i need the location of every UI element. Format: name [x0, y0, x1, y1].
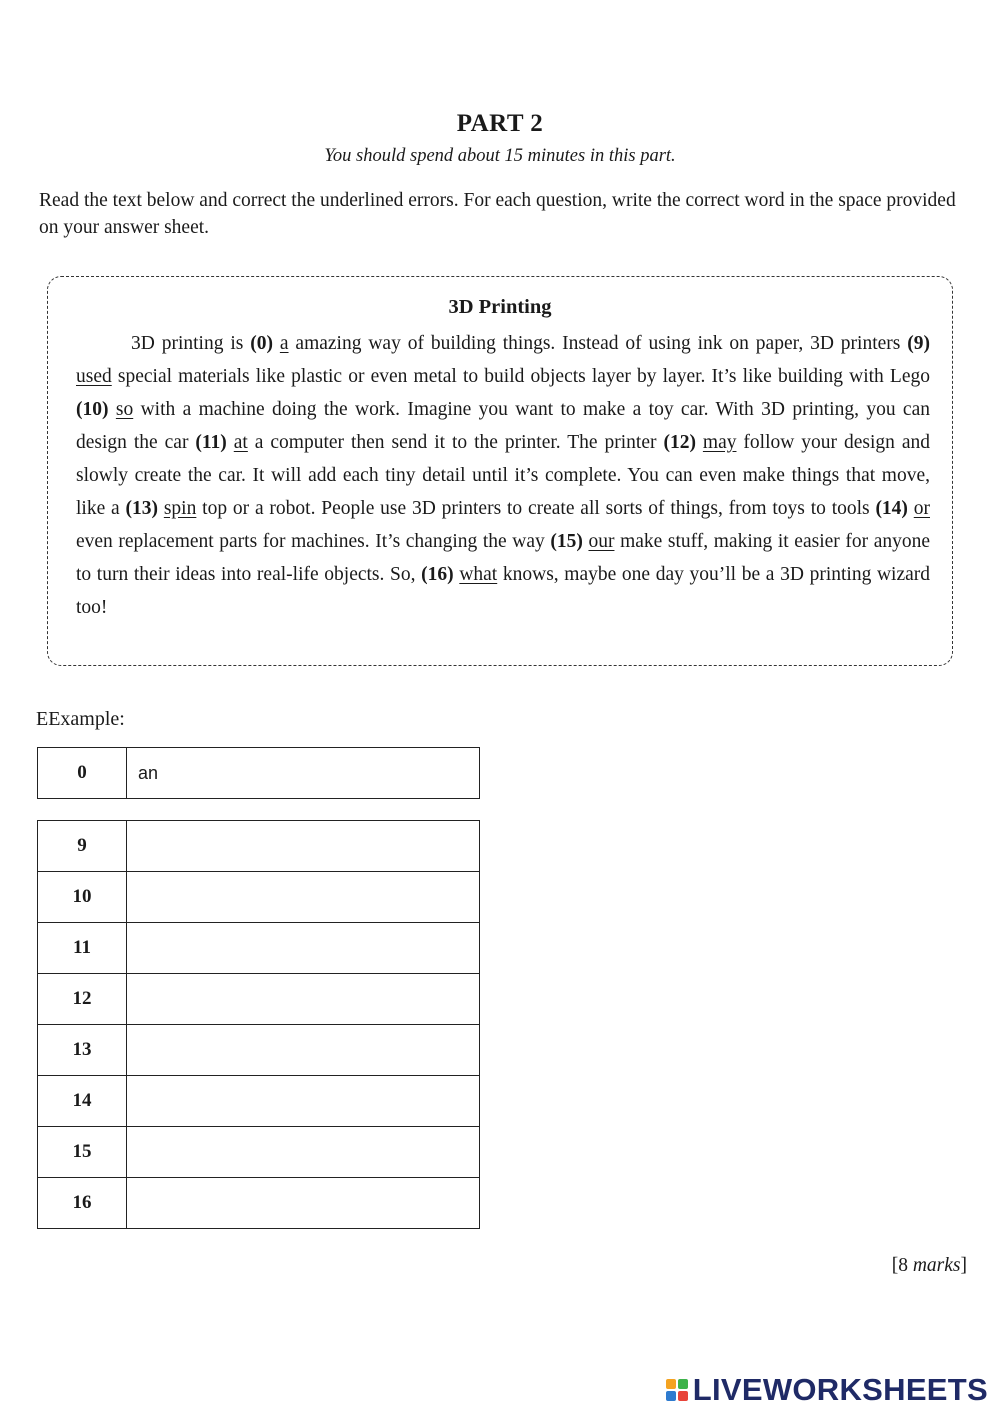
question-number-cell: 9	[38, 821, 127, 872]
question-number-cell: 13	[38, 1025, 127, 1076]
answer-table	[37, 820, 480, 1229]
question-number-cell: 14	[38, 1076, 127, 1127]
question-number: (14)	[875, 498, 908, 519]
question-number: (16)	[421, 564, 454, 585]
passage-title: 3D Printing	[448, 296, 552, 318]
underlined-error: or	[913, 498, 930, 519]
marks-label	[892, 1255, 967, 1277]
question-number: (11)	[195, 432, 227, 453]
passage-segment: follow your design and slowly create the car. It will add each tiny detail until it’s complete. You can even make things that move, like a	[76, 432, 931, 519]
logo-square-icon	[666, 1379, 676, 1389]
table-row	[38, 974, 480, 1025]
table-row	[38, 821, 480, 872]
passage-segment: make stuff, making it easier for anyone to turn their ideas into real-life objects. So,	[76, 531, 931, 585]
underlined-error: our	[588, 531, 615, 552]
answer-field[interactable]	[127, 974, 480, 1025]
passage-segment	[227, 432, 234, 453]
passage-segment: a computer then send it to the printer. The printer	[247, 432, 664, 453]
table-row	[38, 748, 480, 799]
passage-segment	[109, 399, 116, 420]
passage-segment: 3D printing is	[131, 333, 251, 354]
question-number-cell: 10	[38, 872, 127, 923]
logo-mark-icon	[666, 1379, 688, 1401]
instructions-text: Read the text below and correct the underlined errors. For each question, write the correct word in the space provided on your answer sheet.	[39, 190, 956, 238]
logo-square-icon	[678, 1391, 688, 1401]
logo-text: LIVEWORKSHEETS	[692, 1372, 988, 1407]
answer-field[interactable]	[127, 923, 480, 974]
answer-field[interactable]	[127, 1076, 480, 1127]
marks-close: ]	[960, 1255, 967, 1276]
passage-segment	[273, 333, 280, 354]
example-number: 0	[38, 748, 127, 799]
example-table	[37, 747, 480, 799]
marks-word: marks	[912, 1255, 961, 1276]
example-answer: an	[127, 748, 480, 799]
passage-segment: knows, maybe one day you’ll be a 3D printing wizard too!	[76, 564, 931, 618]
question-number: (13)	[125, 498, 159, 519]
table-row	[38, 1127, 480, 1178]
underlined-error: a	[279, 333, 289, 354]
underlined-error: so	[115, 399, 134, 420]
example-label: EExample:	[36, 708, 125, 730]
answer-field[interactable]	[127, 821, 480, 872]
table-row	[38, 923, 480, 974]
passage-segment	[696, 432, 703, 453]
question-number-cell: 16	[38, 1178, 127, 1229]
liveworksheets-logo	[666, 1372, 988, 1408]
underlined-error: what	[459, 564, 498, 585]
underlined-error: at	[233, 432, 248, 453]
logo-square-icon	[666, 1391, 676, 1401]
passage-segment: with a machine doing the work. Imagine you want to make a toy car. With 3D printing, you can design the car	[76, 399, 930, 453]
question-number-cell: 11	[38, 923, 127, 974]
answer-field[interactable]	[127, 1127, 480, 1178]
question-number: (15)	[550, 531, 583, 552]
answer-field[interactable]	[127, 1025, 480, 1076]
table-row	[38, 1178, 480, 1229]
question-number: (12)	[663, 432, 696, 453]
answer-field[interactable]	[127, 1178, 480, 1229]
question-number: (0)	[250, 333, 273, 354]
table-row	[38, 1025, 480, 1076]
answer-field[interactable]	[127, 872, 480, 923]
question-number-cell: 15	[38, 1127, 127, 1178]
question-number-cell: 12	[38, 974, 127, 1025]
passage-segment: even replacement parts for machines. It’s changing the way	[76, 531, 551, 552]
time-subtitle: You should spend about 15 minutes in this part.	[324, 146, 676, 166]
passage-segment: amazing way of building things. Instead of using ink on paper, 3D printers	[288, 333, 908, 354]
question-number: (9)	[907, 333, 930, 354]
part-title: PART 2	[456, 110, 544, 137]
underlined-error: may	[702, 432, 737, 453]
passage-segment: special materials like plastic or even metal to build objects layer by layer. It’s like building with Lego	[111, 366, 930, 387]
table-row	[38, 1076, 480, 1127]
underlined-error: spin	[163, 498, 197, 519]
passage-segment: top or a robot. People use 3D printers to create all sorts of things, from toys to tools	[196, 498, 876, 519]
question-number: (10)	[76, 399, 109, 420]
logo-square-icon	[678, 1379, 688, 1389]
passage-text	[76, 327, 930, 624]
marks-open: [8	[891, 1255, 913, 1276]
underlined-error: used	[76, 366, 112, 387]
table-row	[38, 872, 480, 923]
